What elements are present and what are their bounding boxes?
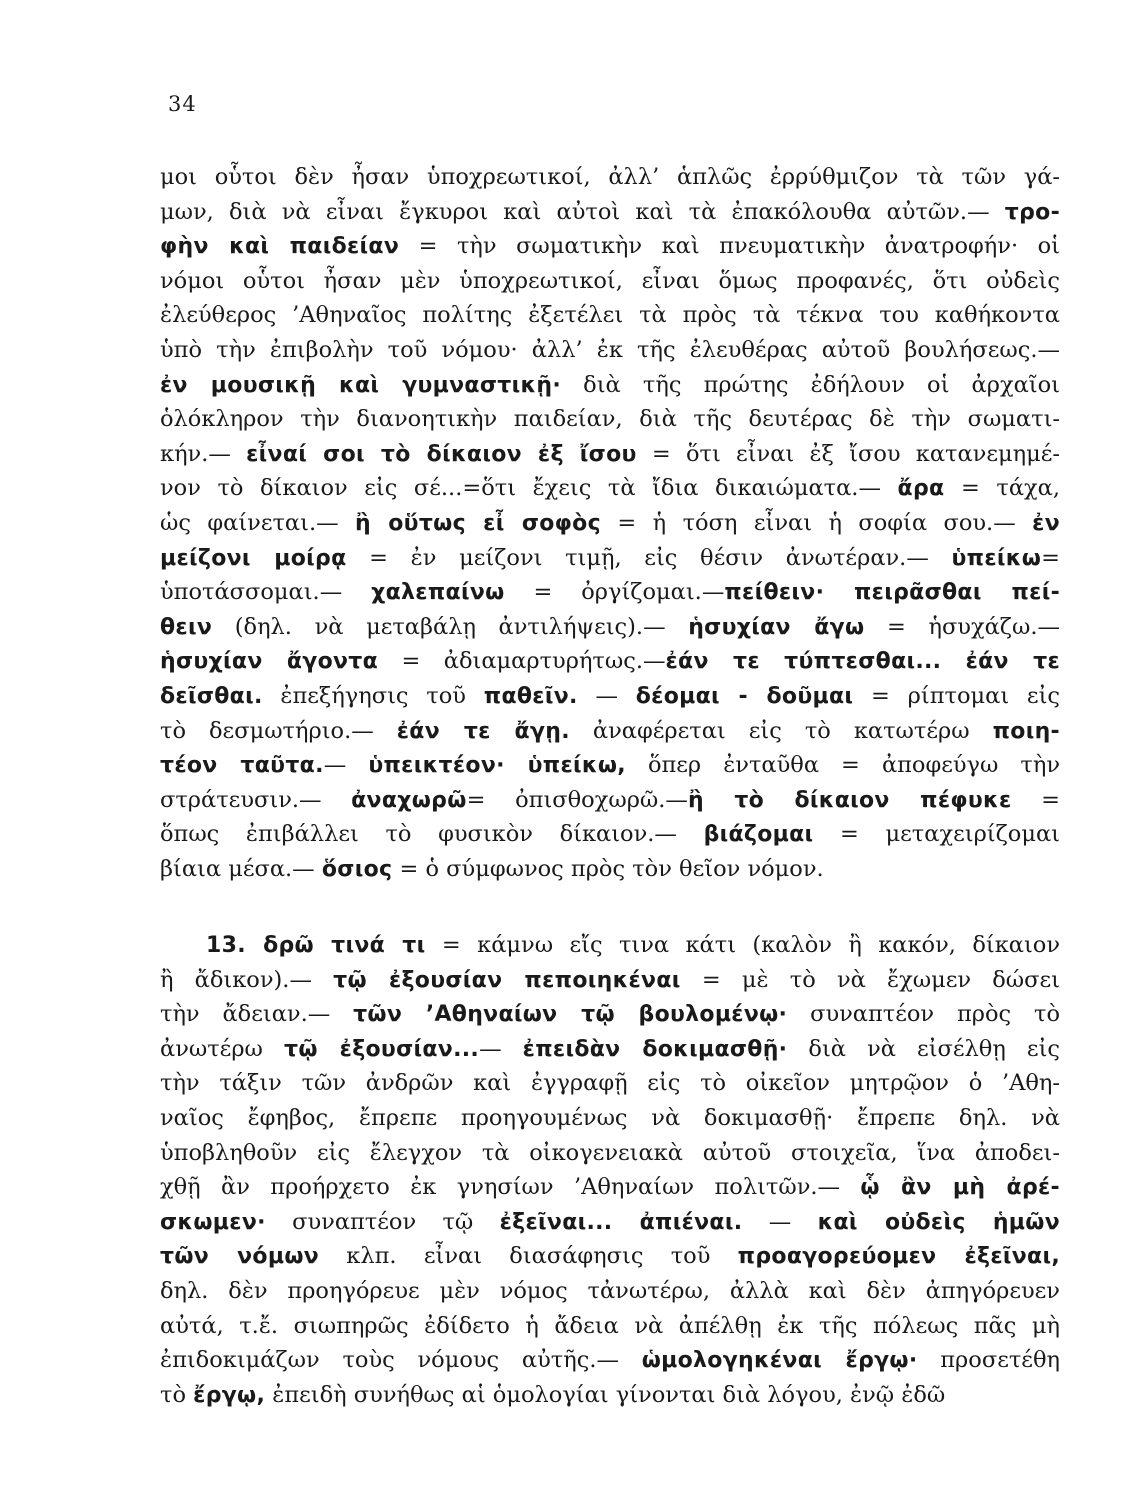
lemma-term: ἔργῳ, xyxy=(193,1382,266,1408)
text-run: = ὁ σύμφωνος πρὸς τὸν θεῖον νόμον. xyxy=(392,855,824,882)
text-run: ἐπεξήγησις τοῦ xyxy=(262,682,484,709)
text-line xyxy=(160,160,1060,195)
text-line xyxy=(160,963,1060,998)
lemma-term: ἐάν τε τύπτεσθαι... ἐάν τε xyxy=(665,649,1060,675)
text-line xyxy=(160,852,1060,887)
text-run: ναῖος ἔφηβος, ἔπρεπε προηγουμένως νὰ δοκιμασθῇ· ἔπρεπε δηλ. νὰ xyxy=(160,1104,1060,1131)
text-line xyxy=(160,402,1060,437)
lemma-term: φὴν καὶ παιδείαν xyxy=(160,234,400,260)
text-run: ἢ ἄδικον).— xyxy=(160,966,334,993)
lemma-term: τέον ταῦτα. xyxy=(160,753,324,779)
lemma-term: ἢ τὸ δίκαιον πέφυκε xyxy=(687,787,1012,813)
lemma-term: ἐάν τε ἄγῃ. xyxy=(396,718,570,744)
text-run: συναπτέον τῷ xyxy=(265,1208,500,1235)
text-run: = ἐν μείζονι τιμῇ, εἰς θέσιν ἀνωτέραν.— xyxy=(346,544,952,571)
text-run: = ἡ τόση εἶναι ἡ σοφία σου.— xyxy=(600,509,1033,536)
text-run: = ἀδιαμαρτυρήτως.— xyxy=(378,648,666,675)
text-run: κλπ. εἶναι διασάφησις τοῦ xyxy=(319,1243,738,1270)
lemma-term: ἀναχωρῶ xyxy=(351,787,467,813)
text-run: = xyxy=(1041,544,1060,571)
text-line xyxy=(160,1066,1060,1101)
lemma-term: ἐξεῖναι... ἀπιέναι. xyxy=(499,1209,743,1235)
text-run: (δηλ. νὰ μεταβάλῃ ἀντιλήψεις).— xyxy=(212,613,689,640)
paragraph-12-commentary xyxy=(160,160,1060,886)
text-line xyxy=(160,229,1060,264)
text-run: = μεταχειρίζομαι xyxy=(813,821,1060,848)
lemma-term: τῷ ἐξουσίαν πεποιηκέναι xyxy=(333,967,681,993)
text-run: ἐπιδοκιμάζων τοὺς νόμους αὐτῆς.— xyxy=(160,1347,642,1374)
lemma-term: ἄρα xyxy=(897,476,945,502)
text-line xyxy=(160,1378,1060,1413)
lemma-term: ὑπείκω xyxy=(951,545,1042,571)
text-run: ἀνωτέρω xyxy=(160,1035,284,1062)
text-line xyxy=(160,1343,1060,1378)
text-run: ὅπως ἐπιβάλλει τὸ φυσικὸν δίκαιον.— xyxy=(160,821,704,848)
lemma-term: ἐπειδὰν δοκιμασθῇ· xyxy=(522,1036,788,1062)
text-line xyxy=(160,997,1060,1032)
text-run: τὸ δεσμωτήριο.— xyxy=(160,717,397,744)
text-line xyxy=(160,506,1060,541)
lemma-term: ὑπεικτέον· ὑπείκω, xyxy=(368,753,626,779)
text-run: μων, διὰ νὰ εἶναι ἔγκυροι καὶ αὐτοὶ καὶ τὰ ἐπακόλουθα αὐτῶν.— xyxy=(160,198,1005,225)
text-run: = ὅτι εἶναι ἐξ ἴσου κατανεμημέ- xyxy=(636,440,1060,467)
text-run: ὁλόκληρον τὴν διανοητικὴν παιδείαν, διὰ τῆς δευτέρας δὲ τὴν σωματι- xyxy=(160,406,1060,433)
text-line xyxy=(160,679,1060,714)
text-run: χθῇ ἂν προήρχετο ἐκ γνησίων ’Αθηναίων πολιτῶν.— xyxy=(160,1174,861,1201)
text-run: = xyxy=(1011,786,1060,813)
text-run: νόμοι οὗτοι ἦσαν μὲν ὑποχρεωτικοί, εἶναι ὅμως προφανές, ὅτι οὐδεὶς xyxy=(160,267,1060,294)
lemma-term: σκωμεν· xyxy=(160,1209,266,1235)
text-line xyxy=(160,748,1060,783)
text-line xyxy=(160,1274,1060,1309)
text-run: — xyxy=(742,1208,818,1235)
text-run: = ὀργίζομαι.— xyxy=(504,579,725,606)
text-line xyxy=(160,1032,1060,1067)
paragraph-13-commentary xyxy=(160,928,1060,1412)
text-run: στράτευσιν.— xyxy=(160,786,352,813)
text-line xyxy=(160,1239,1060,1274)
lemma-term: εἶναί σοι τὸ δίκαιον ἐξ ἴσου xyxy=(246,441,637,467)
page-number: 34 xyxy=(168,92,197,116)
text-run: τὴν ἄδειαν.— xyxy=(160,1001,354,1028)
text-run: διὰ νὰ εἰσέλθῃ εἰς xyxy=(787,1035,1060,1062)
lemma-term: ὡμολογηκέναι ἔργῳ· xyxy=(641,1348,918,1374)
text-run: = ρίπτομαι εἰς xyxy=(853,682,1060,709)
text-line xyxy=(160,264,1060,299)
text-run: = ἡσυχάζω.— xyxy=(864,613,1060,640)
lemma-term: δέομαι - δοῦμαι xyxy=(635,683,854,709)
text-run: ὑποτάσσομαι.— xyxy=(160,579,372,606)
text-run: ἐπειδὴ συνήθως αἱ ὁμολογίαι γίνονται διὰ λόγου, ἐνῷ ἐδῶ xyxy=(265,1381,946,1408)
text-run: βίαια μέσα.— xyxy=(160,855,322,882)
lemma-term: ἢ οὕτως εἶ σοφὸς xyxy=(355,510,601,536)
text-line xyxy=(160,714,1060,749)
text-run: = μὲ τὸ νὰ ἔχωμεν δώσει xyxy=(680,966,1060,993)
text-run: ὑπὸ τὴν ἐπιβολὴν τοῦ νόμου· ἀλλ’ ἐκ τῆς ἐλευθέρας αὐτοῦ βουλήσεως.— xyxy=(160,336,1060,363)
lemma-term: βιάζομαι xyxy=(703,822,814,848)
text-run: — xyxy=(577,682,636,709)
text-line xyxy=(160,471,1060,506)
lemma-term: τῶν νόμων xyxy=(160,1244,320,1270)
lemma-term: χαλεπαίνω xyxy=(371,580,505,606)
text-line xyxy=(160,575,1060,610)
lemma-term: δεῖσθαι. xyxy=(160,683,263,709)
lemma-term: ἡσυχίαν ἄγω xyxy=(688,614,865,640)
lemma-term: ποιη- xyxy=(992,718,1060,744)
text-run: τὸ xyxy=(160,1381,194,1408)
text-line xyxy=(160,1136,1060,1171)
lemma-term: ᾧ ἂν μὴ ἀρέ- xyxy=(860,1175,1060,1201)
text-run: νον τὸ δίκαιον εἰς σέ...=ὅτι ἔχεις τὰ ἴδια δικαιώματα.— xyxy=(160,475,898,502)
lemma-term: τρο- xyxy=(1004,199,1060,225)
text-line xyxy=(160,437,1060,472)
text-run: ἐλεύθερος ’Αθηναῖος πολίτης ἐξετέλει τὰ πρὸς τὰ τέκνα του καθήκοντα xyxy=(160,302,1060,329)
text-run: = κάμνω εἴς τινα κάτι (καλὸν ἢ κακόν, δίκαιον xyxy=(425,932,1060,958)
text-line xyxy=(160,333,1060,368)
text-run: κήν.— xyxy=(160,440,247,467)
text-run: αὐτά, τ.ἔ. σιωπηρῶς ἐδίδετο ἡ ἄδεια νὰ ἀπέλθῃ ἐκ τῆς πόλεως πᾶς μὴ xyxy=(160,1312,1060,1339)
text-run: προσετέθη xyxy=(917,1347,1060,1374)
text-run: συναπτέον πρὸς τὸ xyxy=(787,1001,1060,1028)
lemma-term: μείζονι μοίρᾳ xyxy=(160,545,347,571)
lemma-term: παθεῖν. xyxy=(483,683,578,709)
text-run: μοι οὗτοι δὲν ἦσαν ὑποχρεωτικοί, ἀλλ’ ἁπλῶς ἐρρύθμιζον τὰ τῶν γά- xyxy=(160,164,1060,190)
text-line xyxy=(160,928,1060,963)
text-line xyxy=(160,541,1060,576)
lemma-term: θειν xyxy=(160,614,213,640)
text-run: δηλ. δὲν προηγόρευε μὲν νόμος τἀνωτέρω, ἀλλὰ καὶ δὲν ἀπηγόρευεν xyxy=(160,1277,1060,1304)
lemma-term: ἐν xyxy=(1032,510,1060,536)
lemma-term: τῶν ’Αθηναίων τῷ βουλομένῳ· xyxy=(353,1002,788,1028)
text-run: — xyxy=(323,752,369,779)
text-run: ὅπερ ἐνταῦθα = ἀποφεύγω τὴν xyxy=(625,752,1060,779)
lemma-term: ὅσιος xyxy=(321,856,393,882)
text-line xyxy=(160,1309,1060,1344)
text-run: = ὀπισθοχωρῶ.— xyxy=(466,786,688,813)
text-line xyxy=(160,783,1060,818)
text-line xyxy=(160,298,1060,333)
text-line xyxy=(160,1101,1060,1136)
text-run: — xyxy=(479,1035,523,1062)
text-line xyxy=(160,1205,1060,1240)
text-line xyxy=(160,610,1060,645)
text-line xyxy=(160,1170,1060,1205)
lemma-term: καὶ οὐδεὶς ἡμῶν xyxy=(817,1209,1060,1235)
text-run: = τάχα, xyxy=(944,475,1060,502)
text-run: ὡς φαίνεται.— xyxy=(160,509,356,536)
lemma-term: τῷ ἐξουσίαν... xyxy=(284,1036,480,1062)
text-run: ὑποβληθοῦν εἰς ἔλεγχον τὰ οἰκογενειακὰ αὐτοῦ στοιχεῖα, ἵνα ἀποδει- xyxy=(160,1139,1060,1166)
lemma-term: ἐν μουσικῇ καὶ γυμναστικῇ· xyxy=(160,372,562,398)
text-run: ἀναφέρεται εἰς τὸ κατωτέρω xyxy=(569,717,993,744)
text-line xyxy=(160,817,1060,852)
lemma-term: προαγορεύομεν ἐξεῖναι, xyxy=(737,1244,1060,1270)
lemma-term: πείθειν· πειρᾶσθαι πεί- xyxy=(724,580,1060,606)
text-line xyxy=(160,195,1060,230)
text-line xyxy=(160,368,1060,403)
lemma-term: ἡσυχίαν ἄγοντα xyxy=(160,649,379,675)
text-line xyxy=(160,644,1060,679)
text-run: τὴν τάξιν τῶν ἀνδρῶν καὶ ἐγγραφῇ εἰς τὸ οἰκεῖον μητρῷον ὁ ’Αθη- xyxy=(160,1070,1060,1097)
text-run: διὰ τῆς πρώτης ἐδήλουν οἱ ἀρχαῖοι xyxy=(561,371,1060,398)
text-run: = τὴν σωματικὴν καὶ πνευματικὴν ἀνατροφήν· οἱ xyxy=(399,233,1060,260)
lemma-term: 13. δρῶ τινά τι xyxy=(206,933,426,958)
